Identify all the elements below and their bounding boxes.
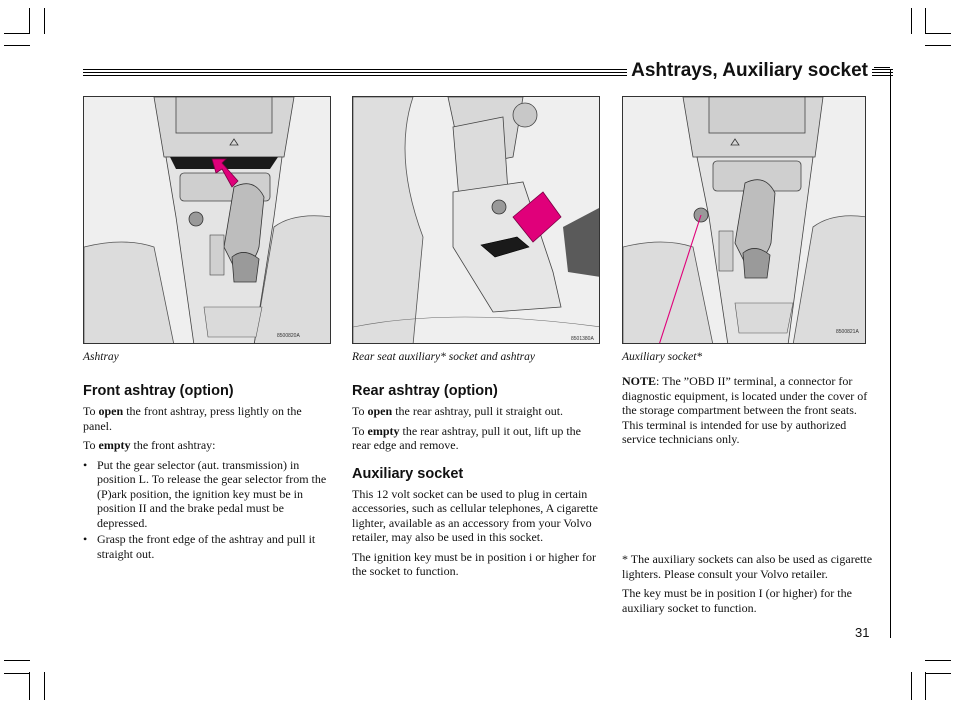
center-console-ashtray-illustration [84,97,331,344]
paragraph: This 12 volt socket can be used to plug in certain accessories, such as cellular telephones, A cigarette lighter, available as an accessory from your Volvo retailer, may also be used in this socket. [352,486,598,544]
crop-mark [925,45,951,46]
list-item: • Grasp the front edge of the ashtray and pull it straight out. [83,532,316,561]
paragraph: To empty the rear ashtray, pull it out, lift up the rear edge and remove. [352,423,582,452]
page-number: 31 [855,625,870,640]
figure-code: 8500820A [277,333,300,339]
paragraph: The key must be in position I (or higher) for the auxiliary socket to function. [622,586,852,615]
column-auxiliary-note [622,374,874,452]
figure-caption: Ashtray [83,351,119,363]
crop-mark [925,660,951,661]
section-heading: Front ashtray (option) [83,383,234,399]
paragraph: To open the rear ashtray, pull it straight out. [352,404,564,418]
crop-mark [925,672,926,700]
figure-ashtray [83,96,331,344]
crop-mark [925,673,951,674]
crop-mark [911,8,912,34]
figure-rear-ashtray [352,96,600,344]
crop-mark [44,8,45,34]
crop-mark [925,8,926,34]
center-console-socket-illustration [623,97,866,344]
crop-mark [925,33,951,34]
crop-mark [4,45,30,46]
column-rear-ashtray [352,382,598,584]
crop-mark [911,672,912,700]
crop-mark [4,660,30,661]
crop-mark [4,673,30,674]
page-right-rule [890,70,891,638]
section-heading: Auxiliary socket [352,465,464,482]
rear-console-ashtray-illustration [353,97,600,344]
title-rule [874,67,890,68]
crop-mark [29,672,30,700]
crop-mark [29,8,30,34]
paragraph: The ignition key must be in position i or higher for the socket to function. [352,549,596,578]
list-item: • Put the gear selector (aut. transmission) in position L. To release the gear selector from the (P)ark position, the ignition key must be in position II and the brake pedal must be depressed. [83,457,327,530]
crop-mark [44,672,45,700]
figure-code: 8501380A [571,336,594,342]
paragraph: To open the front ashtray, press lightly on the panel. [83,404,302,433]
bullet-list [83,458,332,562]
figure-auxiliary-socket [622,96,866,344]
figure-code: 8500821A [836,329,859,335]
section-heading: Rear ashtray (option) [352,383,498,399]
column-front-ashtray [83,382,332,566]
paragraph: To empty the front ashtray: [83,438,216,452]
figure-caption: Rear seat auxiliary* socket and ashtray [352,351,536,363]
column-footnotes [622,552,874,620]
figure-caption: Auxiliary socket* [622,351,703,363]
note-paragraph: NOTE: The ”OBD II” terminal, a connector for diagnostic equipment, is located under the cover of the storage compartment between the front seats. This terminal is intended for use by authorized service technicians only. [622,374,868,446]
footnote: * The auxiliary sockets can also be used as cigarette lighters. Please consult your Volvo retailer. [622,552,873,581]
page-title: Ashtrays, Auxiliary socket [627,59,872,83]
crop-mark [4,33,30,34]
